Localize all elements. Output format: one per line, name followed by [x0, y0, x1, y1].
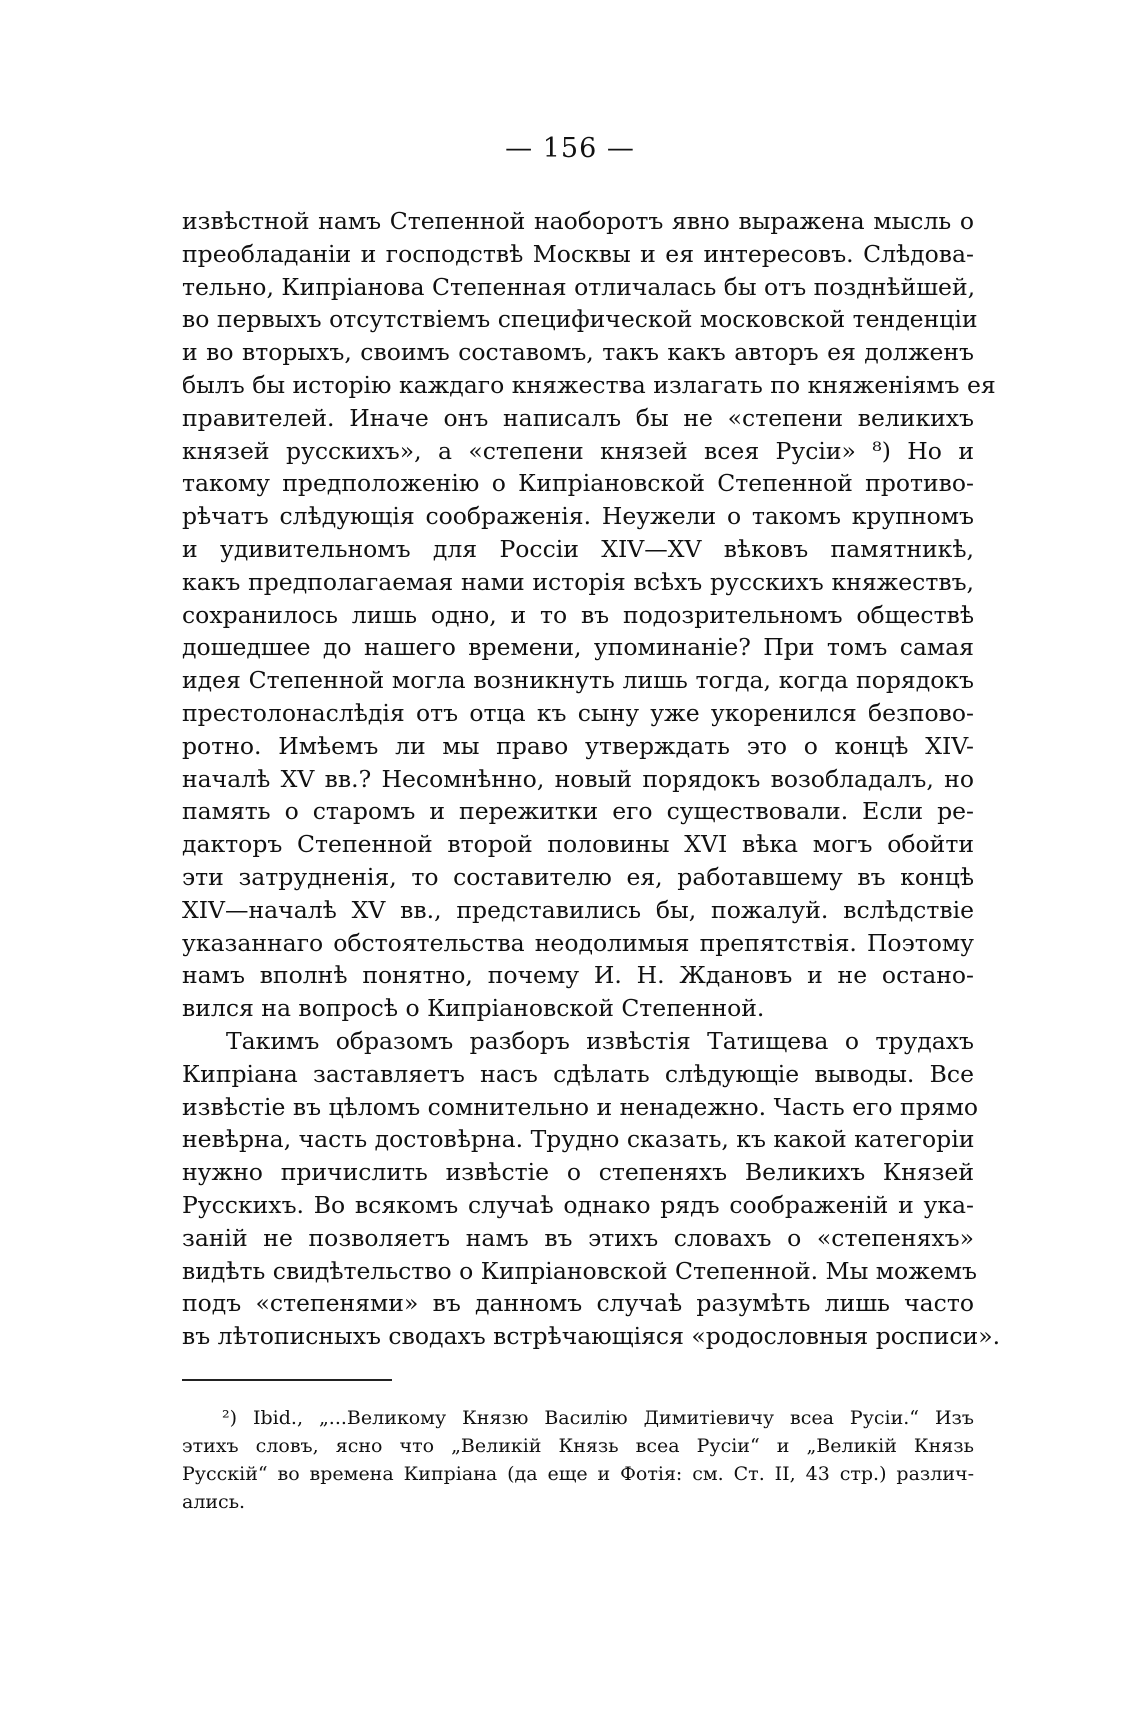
text-line: вился на вопросѣ о Кипріановской Степенной.	[182, 994, 765, 1023]
footnote-line: этихъ словъ, ясно что „Великій Князь всеа Русіи“ и „Великій Князь	[182, 1435, 974, 1457]
text-line: во первыхъ отсутствіемъ специфической московской тенденціи	[182, 305, 978, 334]
text-line: XIV—началѣ XV вв., представились бы, пожалуй. вслѣдствіе	[182, 895, 974, 924]
text-line: такому предположенію о Кипріановской Степенной противо-	[182, 469, 974, 498]
text-line: невѣрна, часть достовѣрна. Трудно сказать, къ какой категоріи	[182, 1125, 975, 1154]
footnote	[182, 1404, 974, 1516]
text-line: намъ вполнѣ понятно, почему И. Н. Ждановъ и не остано-	[182, 961, 974, 990]
text-line: извѣстной намъ Степенной наоборотъ явно выражена мысль о	[182, 207, 974, 235]
text-line: князей русскихъ», а «степени князей всея Русіи» ⁸) Но и	[182, 436, 974, 465]
text-line: дакторъ Степенной второй половины XVI вѣка могъ обойти	[182, 830, 974, 859]
text-line: рѣчатъ слѣдующія соображенія. Неужели о такомъ крупномъ	[182, 502, 974, 531]
text-line: началѣ XV вв.? Несомнѣнно, новый порядокъ возобладалъ, но	[182, 764, 974, 793]
text-line: престолонаслѣдія отъ отца къ сыну уже укоренился безпово-	[182, 698, 974, 727]
page-number: — 156 —	[505, 133, 635, 164]
text-line: память о старомъ и пережитки его существовали. Если ре-	[182, 797, 974, 826]
text-line: эти затрудненія, то составителю ея, работавшему въ концѣ	[182, 862, 974, 891]
text-line: какъ предполагаемая нами исторія всѣхъ русскихъ княжествъ,	[182, 567, 974, 596]
footnote-line: ²) Ibid., „...Великому Князю Василію Димитіевичу всеа Русіи.“ Изъ	[222, 1407, 974, 1429]
text-line: и во вторыхъ, своимъ составомъ, такъ какъ авторъ ея долженъ	[182, 338, 974, 367]
footnote-line: ались.	[182, 1491, 246, 1513]
text-line: указаннаго обстоятельства неодолимыя препятствія. Поэтому	[182, 928, 974, 957]
text-line: идея Степенной могла возникнуть лишь тогда, когда порядокъ	[182, 666, 974, 695]
text-line: Кипріана заставляетъ насъ сдѣлать слѣдующіе выводы. Все	[182, 1059, 974, 1088]
footnote-line: Русскій“ во времена Кипріана (да еще и Фотія: см. Ст. II, 43 стр.) различ-	[182, 1463, 974, 1485]
footnote-divider	[182, 1379, 392, 1381]
text-line: видѣть свидѣтельство о Кипріановской Степенной. Мы можемъ	[182, 1256, 977, 1285]
text-line: былъ бы исторію каждаго княжества излагать по княженіямъ ея	[182, 370, 996, 399]
text-line: въ лѣтописныхъ сводахъ встрѣчающіяся «родословныя росписи».	[182, 1322, 1001, 1351]
text-line: заній не позволяетъ намъ въ этихъ словахъ о «степеняхъ»	[182, 1223, 974, 1252]
text-line: извѣстіе въ цѣломъ сомнительно и ненадежно. Часть его прямо	[182, 1092, 978, 1121]
text-line: и удивительномъ для Россіи XIV—XV вѣковъ памятникѣ,	[182, 534, 974, 563]
text-line: нужно причислить извѣстіе о степеняхъ Великихъ Князей	[182, 1158, 974, 1187]
body-text	[182, 205, 1001, 1353]
text-line: Такимъ образомъ разборъ извѣстія Татищева о трудахъ	[226, 1026, 974, 1055]
text-line: дошедшее до нашего времени, упоминаніе? При томъ самая	[182, 633, 974, 662]
text-line: преобладаніи и господствѣ Москвы и ея интересовъ. Слѣдова-	[182, 239, 974, 268]
text-line: правителей. Иначе онъ написалъ бы не «степени великихъ	[182, 403, 974, 432]
text-line: Русскихъ. Во всякомъ случаѣ однако рядъ соображеній и ука-	[182, 1190, 974, 1219]
text-line: подъ «степенями» въ данномъ случаѣ разумѣть лишь часто	[182, 1289, 974, 1318]
text-line: тельно, Кипріанова Степенная отличалась бы отъ позднѣйшей,	[182, 272, 976, 301]
text-line: ротно. Имѣемъ ли мы право утверждать это о концѣ XIV-	[182, 731, 974, 760]
text-line: сохранилось лишь одно, и то въ подозрительномъ обществѣ	[182, 600, 974, 629]
